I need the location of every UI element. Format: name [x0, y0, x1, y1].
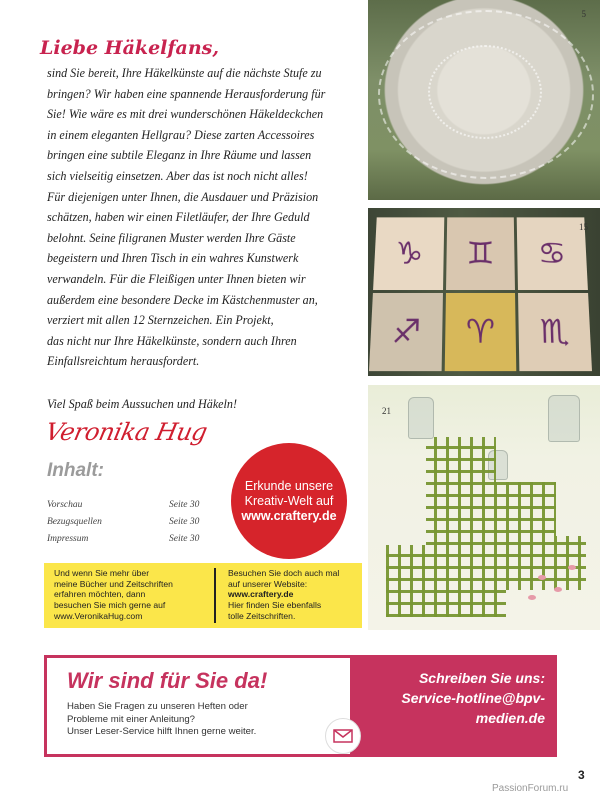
- photo-number: 5: [581, 9, 586, 19]
- info-box: [44, 563, 362, 628]
- intro-line: bringen eine subtile Eleganz in Ihre Räume und lassen: [47, 148, 312, 163]
- glass-vase: [408, 397, 434, 439]
- badge-link[interactable]: www.craftery.de: [241, 508, 337, 523]
- craftery-badge[interactable]: [231, 443, 347, 559]
- badge-line: Erkunde unsere: [244, 478, 334, 493]
- zodiac-tile: ♏: [518, 293, 592, 371]
- photo-number: 21: [382, 406, 391, 416]
- intro-line: sind Sie bereit, Ihre Häkelkünste auf die nächste Stufe zu: [47, 66, 322, 80]
- service-info: [67, 668, 332, 739]
- intro-line: außerdem eine besondere Decke im Kästchenmuster an,: [47, 292, 318, 307]
- service-box: [44, 655, 557, 757]
- info-line: Hier finden Sie ebenfalls: [228, 600, 322, 611]
- watermark: PassionForum.ru: [492, 783, 569, 794]
- contents-item[interactable]: [47, 514, 217, 531]
- rose-petal: [528, 595, 536, 600]
- info-line: tolle Zeitschriften.: [228, 610, 296, 621]
- veronikahug-link[interactable]: www.VeronikaHug.com: [54, 610, 143, 621]
- contents-list: [47, 497, 217, 548]
- contact-line: Schreiben Sie uns:: [418, 670, 545, 686]
- photo-number: 15: [579, 222, 588, 232]
- doily-center-pattern: [428, 45, 542, 139]
- info-line: auf unserer Website:: [228, 578, 308, 589]
- rose-petal: [568, 565, 576, 570]
- envelope-icon[interactable]: [325, 718, 361, 754]
- intro-line: Sie! Wie wäre es mit drei wunderschönen Häkeldeckchen: [47, 107, 324, 122]
- glass-vase: [548, 395, 580, 442]
- service-line: Probleme mit einer Anleitung?: [67, 713, 195, 725]
- info-line: erfahren möchten, dann: [54, 589, 146, 600]
- service-title: Wir sind für Sie da!: [67, 668, 268, 693]
- intro-line: bringen? Wir haben eine spannende Herausforderung für: [47, 86, 326, 101]
- service-line: Haben Sie Fragen zu unseren Heften oder: [67, 701, 248, 712]
- badge-line: Kreativ-Welt auf: [244, 493, 334, 508]
- intro-line: verziert mit allen 12 Sternzeichen. Ein Projekt,: [47, 313, 274, 328]
- filet-runner-photo[interactable]: [368, 385, 600, 630]
- info-line: meine Bücher und Zeitschriften: [54, 578, 173, 589]
- service-contact: [350, 658, 557, 754]
- service-line: Unser Leser-Service hilft Ihnen gerne weiter.: [67, 726, 257, 738]
- service-text: [67, 701, 332, 739]
- contents-item-page: Seite 30: [169, 517, 200, 527]
- intro-text: [47, 63, 365, 372]
- rose-petal: [538, 575, 546, 580]
- intro-line: begeistern und Ihren Tisch in ein wahres Kunstwerk: [47, 251, 299, 266]
- envelope-icon-graphic: [333, 729, 353, 743]
- info-line: Besuchen Sie doch auch mal: [228, 568, 340, 578]
- intro-line: schätzen, haben wir einen Filetläufer, der Ihre Geduld: [47, 210, 310, 225]
- zodiac-blanket-photo[interactable]: [368, 208, 600, 376]
- intro-line: sich vielseitig einsetzen. Aber das ist noch nicht alles!: [47, 168, 308, 183]
- contents-title: Inhalt:: [47, 460, 104, 481]
- zodiac-tile: ♊: [446, 217, 516, 290]
- page-number: 3: [578, 768, 585, 782]
- contents-item-label: Impressum: [47, 534, 89, 544]
- info-box-left: [54, 568, 204, 622]
- intro-line: Einfallsreichtum herausfordert.: [47, 354, 200, 369]
- intro-line: Für diejenigen unter Ihnen, die Ausdauer und Präzision: [47, 189, 319, 204]
- greeting-heading: Liebe Häkelfans,: [40, 37, 219, 59]
- contents-item-label: Vorschau: [47, 500, 83, 510]
- zodiac-tile: ♈: [444, 293, 516, 371]
- service-email-link[interactable]: Service-hotline@bpv-: [401, 690, 545, 706]
- info-box-right: [228, 568, 358, 622]
- rose-petal: [554, 587, 562, 592]
- zodiac-tile: ♑: [373, 217, 444, 290]
- contents-item-page: Seite 30: [169, 500, 200, 510]
- intro-line: belohnt. Seine filigranen Muster werden Ihre Gäste: [47, 230, 296, 245]
- intro-line: das nicht nur Ihre Häkelkünste, sondern auch Ihren: [47, 333, 297, 348]
- contents-item-page: Seite 30: [169, 534, 200, 544]
- service-email-link[interactable]: medien.de: [475, 710, 545, 726]
- closing-text: Viel Spaß beim Aussuchen und Häkeln!: [47, 397, 237, 411]
- contents-item[interactable]: [47, 531, 217, 548]
- intro-line: verwandeln. Für die Fleißigen unter Ihnen bieten wir: [47, 271, 306, 286]
- info-box-divider: [214, 568, 216, 623]
- zodiac-tile: ♋: [517, 217, 588, 290]
- info-line: Und wenn Sie mehr über: [54, 568, 150, 578]
- craftery-link[interactable]: www.craftery.de: [228, 589, 294, 600]
- signature: Veronika Hug: [43, 418, 210, 446]
- blanket-grid: [369, 217, 592, 371]
- info-line: besuchen Sie mich gerne auf: [54, 600, 166, 611]
- contents-item[interactable]: [47, 497, 217, 514]
- doily-photo[interactable]: [368, 0, 600, 200]
- intro-line: in einem eleganten Hellgrau? Diese zarten Accessoires: [47, 127, 315, 142]
- zodiac-tile: ♐: [369, 293, 443, 371]
- contents-item-label: Bezugsquellen: [47, 517, 102, 527]
